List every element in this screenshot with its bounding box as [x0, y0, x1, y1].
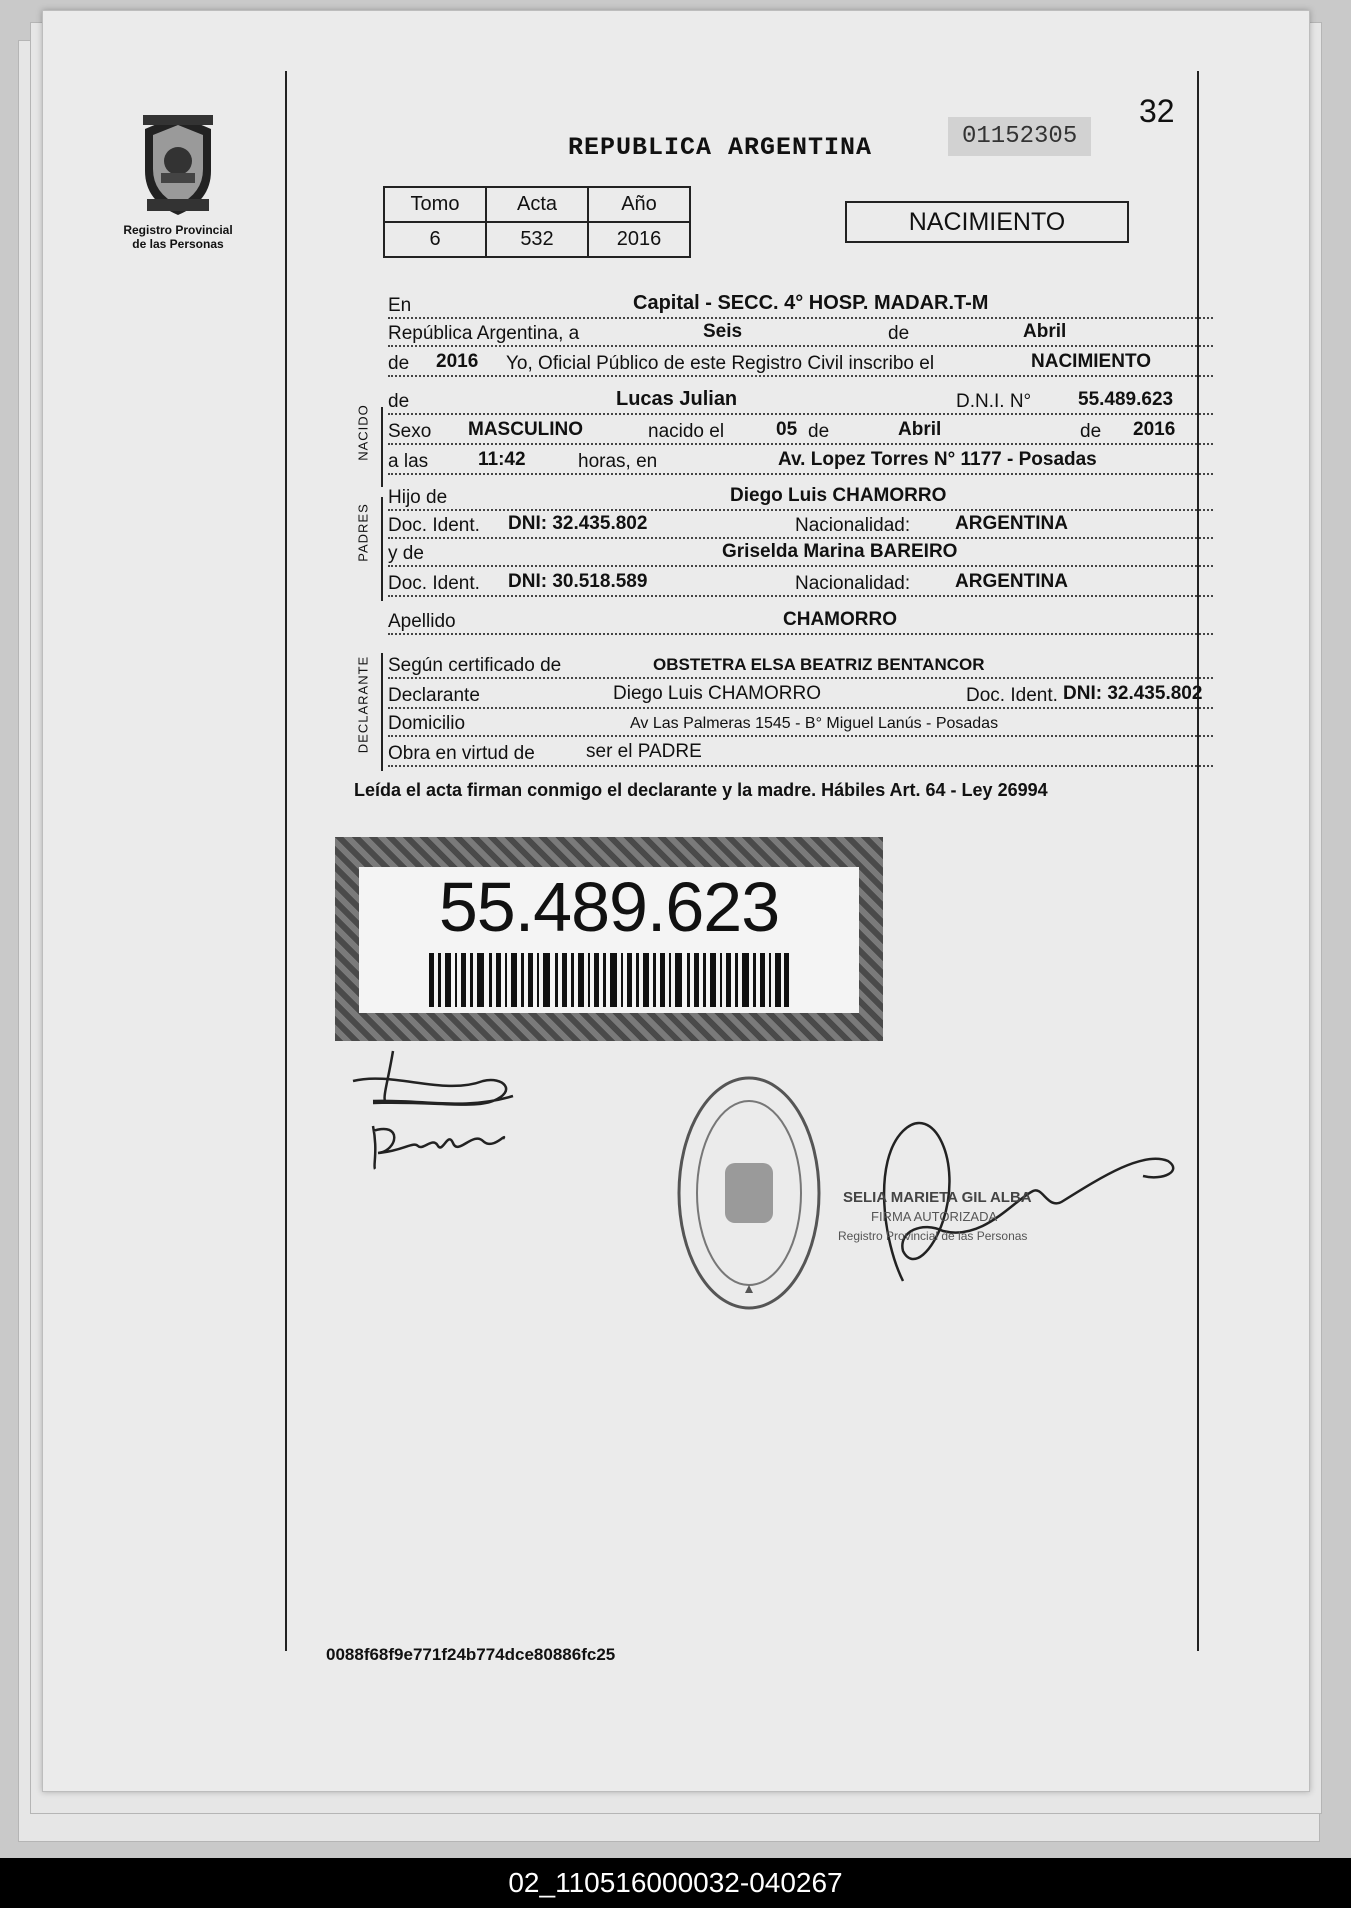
label-doc-ident: Doc. Ident.	[966, 685, 1061, 707]
label-de-name: de	[388, 391, 412, 413]
table-value-acta: 532	[486, 222, 588, 257]
value-month: Abril	[1023, 321, 1067, 342]
line-apellido	[388, 609, 1213, 639]
label-hijo-de: Hijo de	[388, 487, 450, 509]
declarante-section-label: DECLARANTE	[355, 655, 371, 754]
label-horas-en: horas, en	[578, 451, 660, 473]
dotted-rule	[388, 735, 1213, 737]
dotted-rule	[388, 633, 1213, 635]
value-year: 2016	[436, 351, 479, 372]
label-nacionalidad: Nacionalidad:	[795, 573, 913, 595]
label-doc-ident: Doc. Ident.	[388, 573, 483, 595]
label-y-de: y de	[388, 543, 427, 565]
line-father-doc	[388, 513, 1213, 543]
record-table	[383, 186, 691, 258]
dotted-rule	[388, 509, 1213, 511]
barcode	[429, 953, 789, 1007]
closing-statement: Leída el acta firman conmigo el declarante y la madre. Hábiles Art. 64 - Ley 26994	[354, 780, 1048, 800]
value-mother-name: Griselda Marina BAREIRO	[722, 541, 958, 562]
line-hora	[388, 449, 1213, 479]
dotted-rule	[388, 413, 1213, 415]
label-a-las: a las	[388, 451, 431, 473]
line-republica	[388, 321, 1213, 351]
dotted-rule	[388, 375, 1213, 377]
table-header-ano: Año	[588, 187, 690, 222]
table-header-acta: Acta	[486, 187, 588, 222]
line-y-de	[388, 541, 1213, 571]
dotted-rule	[388, 765, 1213, 767]
label-certificado: Según certificado de	[388, 655, 564, 677]
value-birth-year: 2016	[1133, 419, 1176, 440]
value-act-word: NACIMIENTO	[1031, 351, 1151, 372]
document-hash: 0088f68f9e771f24b774dce80886fc25	[326, 1645, 616, 1664]
declarante-bracket	[381, 653, 383, 771]
line-oficial	[388, 351, 1213, 381]
table-value-tomo: 6	[384, 222, 486, 257]
value-father-name: Diego Luis CHAMORRO	[730, 485, 947, 506]
label-doc-ident: Doc. Ident.	[388, 515, 483, 537]
serial-number: 01152305	[948, 117, 1091, 156]
line-certificado	[388, 653, 1213, 683]
registry-caption	[103, 223, 253, 251]
label-sexo: Sexo	[388, 421, 434, 443]
left-margin-line	[285, 71, 287, 1651]
official-role: FIRMA AUTORIZADA	[871, 1209, 998, 1224]
page-number: 32	[1139, 93, 1175, 129]
label-nacionalidad: Nacionalidad:	[795, 515, 913, 537]
table-header-tomo: Tomo	[384, 187, 486, 222]
value-domicilio: Av Las Palmeras 1545 - B° Miguel Lanús - Posadas	[630, 715, 999, 732]
line-obra	[388, 741, 1213, 771]
line-sexo	[388, 419, 1213, 449]
dotted-rule	[388, 595, 1213, 597]
birth-certificate-page	[42, 10, 1310, 1792]
nacido-bracket	[381, 407, 383, 487]
registry-line-2: de las Personas	[132, 237, 224, 251]
value-birth-time: 11:42	[478, 449, 526, 470]
official-organization: Registro Provincial de las Personas	[838, 1229, 1028, 1243]
declarant-signature	[333, 1041, 553, 1171]
line-en	[388, 293, 1213, 323]
line-domicilio	[388, 711, 1213, 741]
label-en: En	[388, 295, 414, 317]
value-father-doc: DNI: 32.435.802	[508, 513, 648, 534]
value-sexo: MASCULINO	[468, 419, 584, 440]
line-hijo-de	[388, 485, 1213, 515]
dotted-rule	[388, 473, 1213, 475]
value-child-dni: 55.489.623	[1078, 389, 1174, 410]
label-oficial: Yo, Oficial Público de este Registro Civil inscribo el	[506, 353, 937, 375]
value-birth-place: Av. Lopez Torres N° 1177 - Posadas	[778, 449, 1097, 470]
provincial-seal-logo	[133, 109, 223, 219]
label-de-year: de	[388, 353, 412, 375]
value-surname: CHAMORRO	[783, 609, 897, 630]
value-obra: ser el PADRE	[586, 741, 702, 762]
value-mother-doc: DNI: 30.518.589	[508, 571, 648, 592]
nacido-section-label: NACIDO	[355, 404, 371, 461]
label-obra: Obra en virtud de	[388, 743, 538, 765]
value-mother-nationality: ARGENTINA	[955, 571, 1068, 592]
registry-line-1: Registro Provincial	[123, 223, 233, 237]
value-birth-month: Abril	[898, 419, 942, 440]
line-declarante	[388, 683, 1213, 713]
label-de-month: de	[808, 421, 832, 443]
document-title: REPUBLICA ARGENTINA	[568, 133, 873, 162]
official-name: SELIA MARIETA GIL ALBA	[843, 1189, 1032, 1206]
value-child-name: Lucas Julian	[616, 388, 738, 410]
label-nacido-el: nacido el	[648, 421, 727, 443]
official-stamp	[675, 1073, 823, 1313]
label-republica: República Argentina, a	[388, 323, 582, 345]
record-table-value-row	[384, 222, 690, 257]
line-name	[388, 389, 1213, 419]
act-type-box: NACIMIENTO	[845, 201, 1129, 243]
dotted-rule	[388, 565, 1213, 567]
dotted-rule	[388, 443, 1213, 445]
label-de: de	[888, 323, 912, 345]
dotted-rule	[388, 317, 1213, 319]
line-mother-doc	[388, 571, 1213, 601]
dotted-rule	[388, 677, 1213, 679]
label-apellido: Apellido	[388, 611, 459, 633]
value-day-words: Seis	[703, 321, 743, 342]
label-dni: D.N.I. N°	[956, 391, 1034, 413]
scan-footer-label: 02_110516000032-040267	[0, 1858, 1351, 1908]
dni-sticker-label	[359, 867, 859, 1013]
label-domicilio: Domicilio	[388, 713, 468, 735]
padres-bracket	[381, 497, 383, 601]
value-declarante-doc: DNI: 32.435.802	[1063, 683, 1203, 704]
dotted-rule	[388, 707, 1213, 709]
value-birth-day: 05	[776, 419, 798, 440]
value-place: Capital - SECC. 4° HOSP. MADAR.T-M	[633, 292, 989, 314]
dotted-rule	[388, 537, 1213, 539]
label-de-year2: de	[1080, 421, 1104, 443]
value-father-nationality: ARGENTINA	[955, 513, 1068, 534]
dotted-rule	[388, 345, 1213, 347]
table-value-ano: 2016	[588, 222, 690, 257]
padres-section-label: PADRES	[355, 503, 371, 562]
record-table-header-row	[384, 187, 690, 222]
value-certificate: OBSTETRA ELSA BEATRIZ BENTANCOR	[653, 655, 985, 674]
sticker-dni-number: 55.489.623	[438, 868, 780, 946]
label-declarante: Declarante	[388, 685, 483, 707]
dni-sticker	[335, 837, 883, 1041]
value-declarante: Diego Luis CHAMORRO	[613, 683, 821, 704]
